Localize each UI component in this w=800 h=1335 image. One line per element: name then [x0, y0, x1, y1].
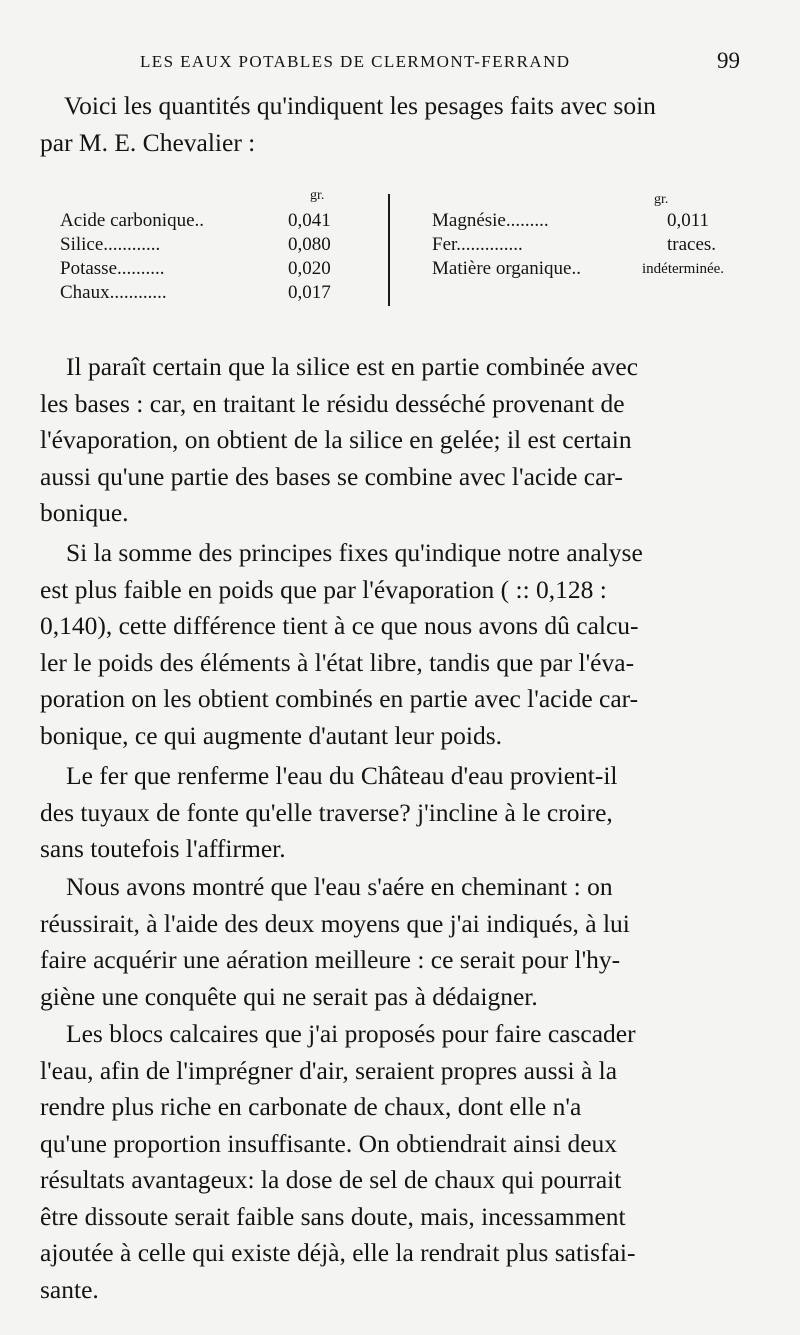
substance-name: Matière organique..	[432, 258, 581, 279]
substance-name: Chaux............	[60, 282, 167, 303]
text-line: Il paraît certain que la silice est en partie combinée avec	[66, 352, 639, 381]
text-line: bonique, ce qui augmente d'autant leur poids.	[40, 720, 503, 750]
text-line: ler le poids des éléments à l'état libre, tandis que par l'éva-	[40, 647, 635, 677]
text-line: être dissoute serait faible sans doute, mais, incessamment	[40, 1201, 626, 1231]
intro-paragraph	[40, 88, 758, 161]
substance-value: indéterminée.	[642, 261, 725, 277]
text-line: réussirait, à l'aide des deux moyens que j'ai indiqués, à lui	[40, 908, 630, 938]
text-line: l'évaporation, on obtient de la silice en gelée; il est certain	[40, 425, 632, 454]
running-head	[140, 48, 740, 78]
text-line: giène une conquête qui ne serait pas à dédaigner.	[40, 981, 538, 1011]
text-line: aussi qu'une partie des bases se combine avec l'acide car-	[40, 461, 623, 491]
composition-table	[60, 188, 760, 308]
paragraph-blocs-calcaires	[40, 1016, 758, 1308]
substance-name: Magnésie.........	[432, 210, 549, 231]
text-line: sante.	[40, 1274, 99, 1304]
table-row	[60, 258, 380, 282]
text-line: Les blocs calcaires que j'ai proposés pour faire cascader	[66, 1019, 636, 1048]
substance-name: Silice............	[60, 234, 161, 255]
text-line: Voici les quantités qu'indiquent les pesages faits avec soin	[64, 91, 656, 120]
table-row	[432, 234, 762, 258]
text-line: poration on les obtient combinés en partie avec l'acide car-	[40, 684, 639, 713]
text-line: sans toutefois l'affirmer.	[40, 834, 286, 863]
text-line: l'eau, afin de l'imprégner d'air, seraient propres aussi à la	[40, 1055, 618, 1085]
table-row	[60, 210, 380, 234]
text-line: bonique.	[40, 498, 129, 527]
text-line: Le fer que renferme l'eau du Château d'eau provient-il	[66, 761, 618, 790]
unit-label-right: gr.	[654, 192, 669, 207]
paragraph-silice	[40, 349, 758, 532]
text-line: 0,140), cette différence tient à ce que nous avons dû calcu-	[40, 611, 639, 640]
running-title: LES EAUX POTABLES DE CLERMONT-FERRAND	[140, 52, 571, 71]
unit-label-left: gr.	[310, 188, 325, 203]
text-line: est plus faible en poids que par l'évaporation ( :: 0,128 :	[40, 574, 607, 604]
text-line: par M. E. Chevalier :	[40, 127, 256, 157]
substance-value: 0,020	[288, 258, 331, 279]
substance-value: 0,017	[288, 282, 331, 303]
text-line: Si la somme des principes fixes qu'indique notre analyse	[66, 538, 643, 567]
text-line: résultats avantageux: la dose de sel de chaux qui pourrait	[40, 1165, 622, 1194]
page-number: 99	[717, 48, 740, 73]
text-line: les bases : car, en traitant le résidu desséché provenant de	[40, 388, 625, 418]
substance-value: traces.	[667, 234, 717, 255]
text-line: Nous avons montré que l'eau s'aére en cheminant : on	[66, 872, 613, 901]
paragraph-fer	[40, 758, 758, 868]
substance-value: 0,041	[288, 210, 331, 231]
text-line: rendre plus riche en carbonate de chaux, dont elle n'a	[40, 1092, 582, 1121]
text-line: ajoutée à celle qui existe déjà, elle la rendrait plus satisfai-	[40, 1238, 636, 1267]
table-row	[60, 282, 380, 306]
paragraph-somme	[40, 535, 758, 754]
table-row	[60, 234, 380, 258]
substance-name: Potasse..........	[60, 258, 165, 279]
substance-name: Fer..............	[432, 234, 523, 255]
substance-value: 0,080	[288, 234, 331, 255]
table-row	[432, 210, 762, 234]
paragraph-aeration	[40, 869, 758, 1015]
text-line: faire acquérir une aération meilleure : ce serait pour l'hy-	[40, 945, 621, 974]
table-row	[432, 258, 762, 282]
substance-name: Acide carbonique..	[60, 210, 205, 231]
text-line: qu'une proportion insuffisante. On obtiendrait ainsi deux	[40, 1128, 618, 1158]
text-line: des tuyaux de fonte qu'elle traverse? j'incline à le croire,	[40, 797, 613, 827]
substance-value: 0,011	[667, 210, 710, 231]
column-divider	[388, 194, 390, 306]
